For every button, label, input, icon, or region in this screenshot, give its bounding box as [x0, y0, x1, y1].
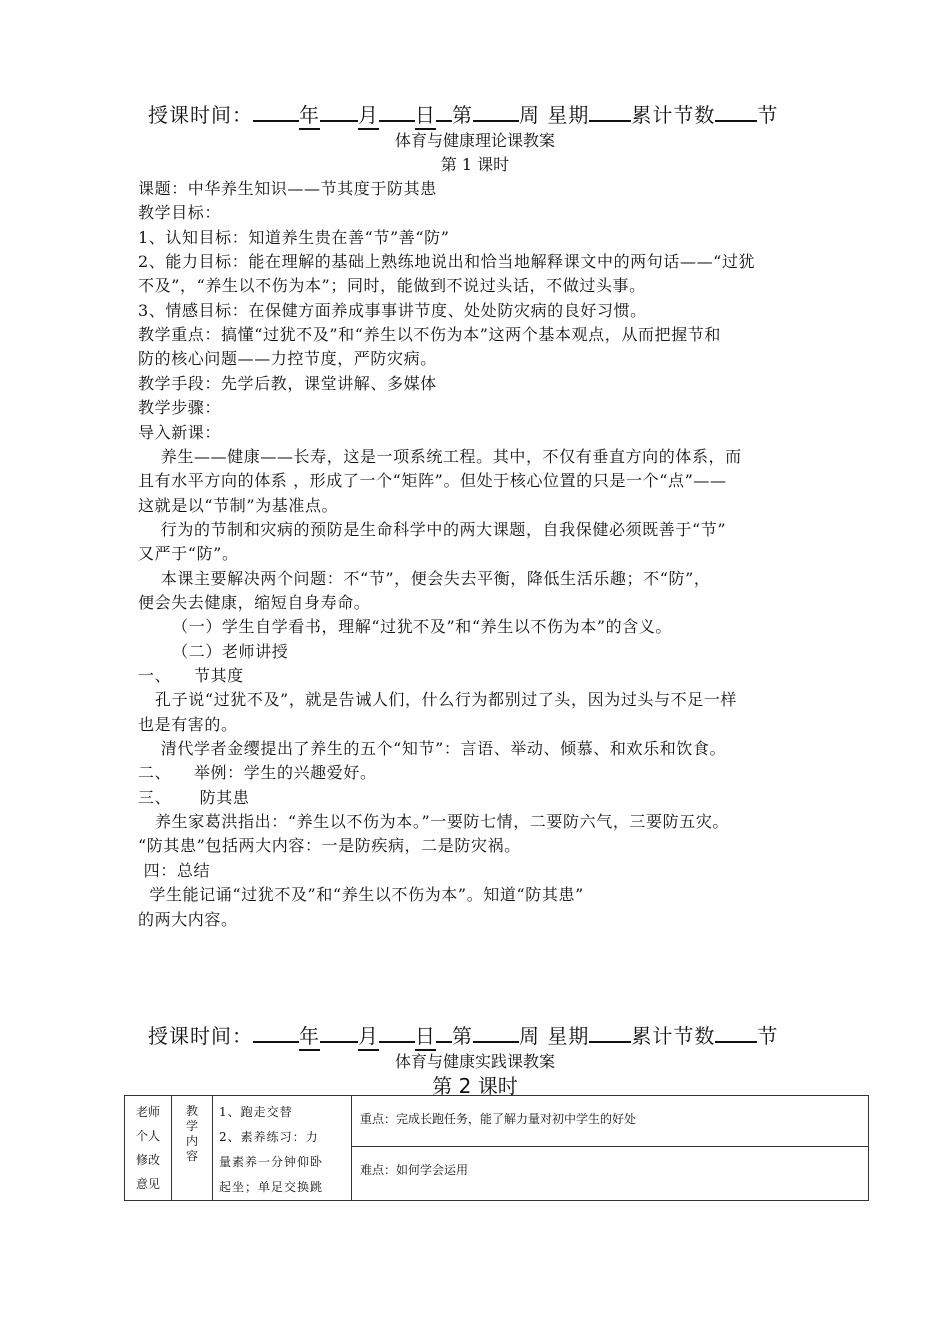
- col1-line: 意见: [135, 1177, 160, 1191]
- lesson1-line: 且有水平方向的体系 ，形成了一个“矩阵”。但处于核心位置的只是一个“点”——: [138, 471, 727, 491]
- lesson1-line: 行为的节制和灾病的预防是生命科学中的两大课题，自我保健必须既善于“节”: [138, 519, 727, 539]
- lesson1-line: 防的核心问题——力控节度，严防灾病。: [138, 349, 437, 369]
- content-line: 2、素养练习：力: [219, 1130, 319, 1144]
- lesson1-line: 四：总结: [138, 860, 211, 880]
- key-point-text: 重点：完成长跑任务，能了解力量对初中学生的好处: [360, 1112, 637, 1126]
- content-line: 起坐；单足交换跳: [219, 1180, 324, 1194]
- teacher-notes-header: [125, 1096, 172, 1201]
- lesson1-line: 教学重点：搞懂“过犹不及”和“养生以不伤为本”这两个基本观点，从而把握节和: [138, 325, 721, 345]
- content-line: 1、跑走交替: [219, 1105, 293, 1119]
- col1-line: 个人: [135, 1129, 160, 1143]
- lesson1-line: 便会失去健康，缩短自身寿命。: [138, 592, 371, 612]
- header-year: 年: [299, 99, 320, 130]
- lesson1-line: 二、 举例：学生的兴趣爱好。: [138, 763, 377, 783]
- lesson2-title: 体育与健康实践课教案: [394, 1052, 555, 1071]
- col2-char: 容: [185, 1149, 198, 1163]
- col2-char: 内: [185, 1134, 198, 1148]
- lesson1-period: 第 1 课时: [440, 155, 510, 174]
- lesson1-line: 导入新课：: [138, 422, 222, 442]
- header-cumulative: 累计节数: [631, 1024, 716, 1048]
- lesson1-line: 的两大内容。: [138, 909, 238, 929]
- header-di: 第: [452, 1024, 473, 1048]
- lesson1-line: 学生能记诵“过犹不及”和“养生以不伤为本”。知道“防其患”: [138, 885, 584, 905]
- lesson1-title: 体育与健康理论课教案: [394, 131, 555, 150]
- lesson1-line: 教学手段：先学后教，课堂讲解、多媒体: [138, 373, 437, 393]
- key-point-cell: [352, 1096, 869, 1147]
- header-di: 第: [452, 103, 473, 127]
- lesson1-line: 养生——健康——长寿，这是一项系统工程。其中，不仅有垂直方向的体系，而: [138, 446, 742, 466]
- lesson1-line: 一、 节其度: [138, 666, 244, 685]
- header-cumulative: 累计节数: [631, 103, 716, 127]
- lesson1-line: 3、情感目标：在保健方面养成事事讲节度、处处防灾病的良好习惯。: [138, 300, 647, 320]
- lesson1-line: 三、 防其患: [138, 787, 250, 807]
- lesson1-line: 这就是以“节制”为基准点。: [138, 495, 339, 515]
- header-year: 年: [299, 1020, 320, 1051]
- schedule-header-2: [148, 1020, 828, 1051]
- lesson1-line: 课题：中华养生知识——节其度于防其患: [138, 179, 437, 198]
- content-line: 量素养一分钟仰卧: [219, 1155, 324, 1169]
- lesson2-period: 第 2 课时: [432, 1074, 518, 1098]
- lesson1-line: “防其患”包括两大内容：一是防疾病，二是防灾祸。: [138, 836, 521, 856]
- lesson1-line: 又严于“防”。: [138, 544, 239, 564]
- header-month: 月: [358, 1020, 379, 1051]
- header-week: 周: [519, 103, 540, 127]
- lesson1-line: 不及”，“养生以不伤为本”；同时，能做到不说过头话，不做过头事。: [138, 276, 646, 296]
- header-weekday: 星期: [547, 103, 590, 127]
- col1-line: 修改: [135, 1153, 160, 1167]
- col2-char: 教: [185, 1104, 198, 1118]
- header-prefix: 授课时间：: [148, 103, 253, 127]
- teaching-content-cell: [213, 1096, 352, 1201]
- lesson1-line: 本课主要解决两个问题：不“节”，便会失去平衡，降低生活乐趣；不“防”，: [138, 568, 711, 588]
- header-jie: 节: [757, 103, 779, 127]
- lesson1-line: 教学步骤：: [138, 398, 222, 418]
- header-day: 日: [415, 99, 436, 130]
- col1-line: 老师: [135, 1105, 160, 1119]
- lesson1-line: （二）老师讲授: [138, 641, 289, 661]
- header-jie: 节: [757, 1024, 779, 1048]
- col2-char: 学: [185, 1119, 198, 1133]
- lesson1-line: 清代学者金缨提出了养生的五个“知节”：言语、举动、倾慕、和欢乐和饮食。: [138, 739, 727, 759]
- lesson1-line: 也是有害的。: [138, 714, 238, 734]
- lesson1-line: （一）学生自学看书，理解“过犹不及”和“养生以不伤为本”的含义。: [138, 617, 673, 637]
- schedule-header-1: [148, 99, 828, 130]
- header-month: 月: [358, 99, 379, 130]
- lesson1-line: 养生家葛洪指出：“养生以不伤为本。”一要防七情，二要防六气，三要防五灾。: [138, 812, 730, 832]
- lesson-plan-table: [124, 1095, 869, 1201]
- header-prefix: 授课时间：: [148, 1024, 253, 1048]
- header-week: 周: [519, 1024, 540, 1048]
- header-weekday: 星期: [547, 1024, 590, 1048]
- teaching-content-header: [172, 1096, 213, 1201]
- lesson1-line: 教学目标：: [138, 203, 222, 223]
- difficulty-cell: [352, 1147, 869, 1201]
- header-day: 日: [415, 1020, 436, 1051]
- lesson1-line: 2、能力目标：能在理解的基础上熟练地说出和恰当地解释课文中的两句话——“过犹: [138, 252, 756, 272]
- difficulty-text: 难点：如何学会运用: [360, 1163, 469, 1178]
- lesson1-line: 1、认知目标：知道养生贵在善“节”善“防”: [138, 227, 450, 247]
- lesson1-line: 孔子说“过犹不及”，就是告诫人们，什么行为都别过了头，因为过头与不足一样: [138, 690, 738, 710]
